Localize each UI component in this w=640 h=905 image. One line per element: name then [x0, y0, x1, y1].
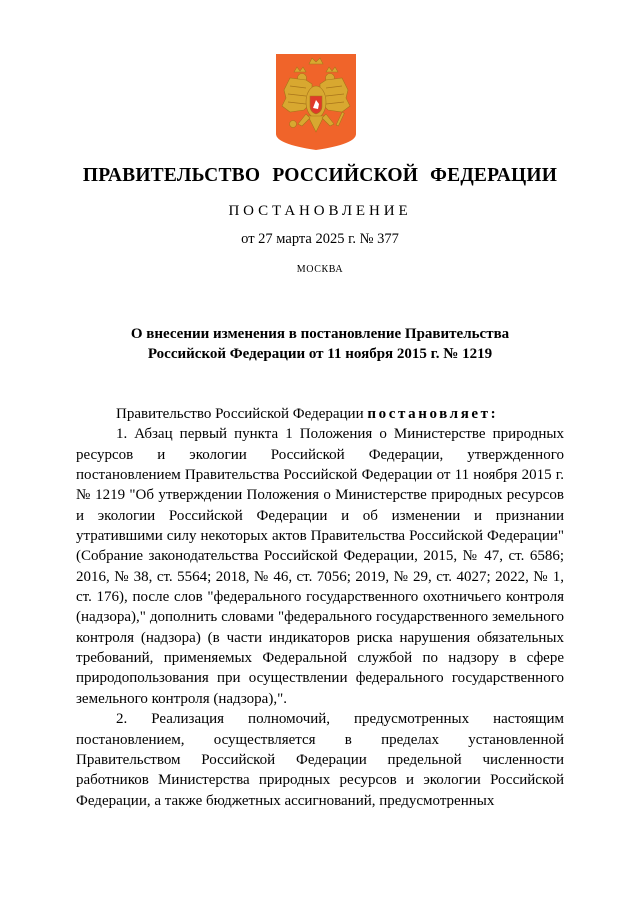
document-city: МОСКВА [296, 264, 344, 275]
government-title: ПРАВИТЕЛЬСТВО РОССИЙСКОЙ ФЕДЕРАЦИИ [82, 165, 558, 186]
subject-line-2: Российской Федерации от 11 ноября 2015 г. № 1219 [147, 346, 493, 362]
preamble-text: Правительство Российской Федерации [116, 406, 368, 422]
document-body [76, 404, 564, 811]
preamble [76, 404, 564, 424]
preamble-emphasis: постановляет: [367, 406, 499, 422]
russian-coat-of-arms-icon [276, 54, 356, 150]
document-type: ПОСТАНОВЛЕНИЕ [228, 203, 412, 219]
paragraph-2: 2. Реализация полномочий, предусмотренных настоящим постановлением, осуществляется в пределах установленной Правительством Российской Федерации предельной численности работников Министерства природных ресурсов и экологии Российской Федерации, а также бюджетных ассигнований, предусмотренных [76, 711, 564, 809]
document-date: от 27 марта 2025 г. № 377 [241, 231, 399, 247]
paragraph-1: 1. Абзац первый пункта 1 Положения о Министерстве природных ресурсов и экологии Российской Федерации, утвержденного постановлением Правительства Российской Федерации от 11 ноября 2015 г. № 1219 "Об утверждении Положения о Министерстве природных ресурсов и экологии Российской Федерации и об изменении и признании утратившими силу некоторых актов Правительства Российской Федерации" (Собрание законодательства Российской Федерации, 2015, № 47, ст. 6586; 2016, № 38, ст. 5564; 2018, № 46, ст. 7056; 2019, № 29, ст. 4027; 2022, № 1, ст. 176), после слов "федерального государственного охотничьего контроля (надзора)," дополнить словами "федерального государственного земельного контроля (надзора) (в части индикаторов риска нарушения обязательных требований, применяемых Федеральной службой по надзору в сфере природопользования при осуществлении федерального государственного земельного контроля (надзора),". [76, 426, 564, 707]
subject-line-1: О внесении изменения в постановление Правительства [130, 326, 510, 342]
document-subject [100, 324, 540, 364]
